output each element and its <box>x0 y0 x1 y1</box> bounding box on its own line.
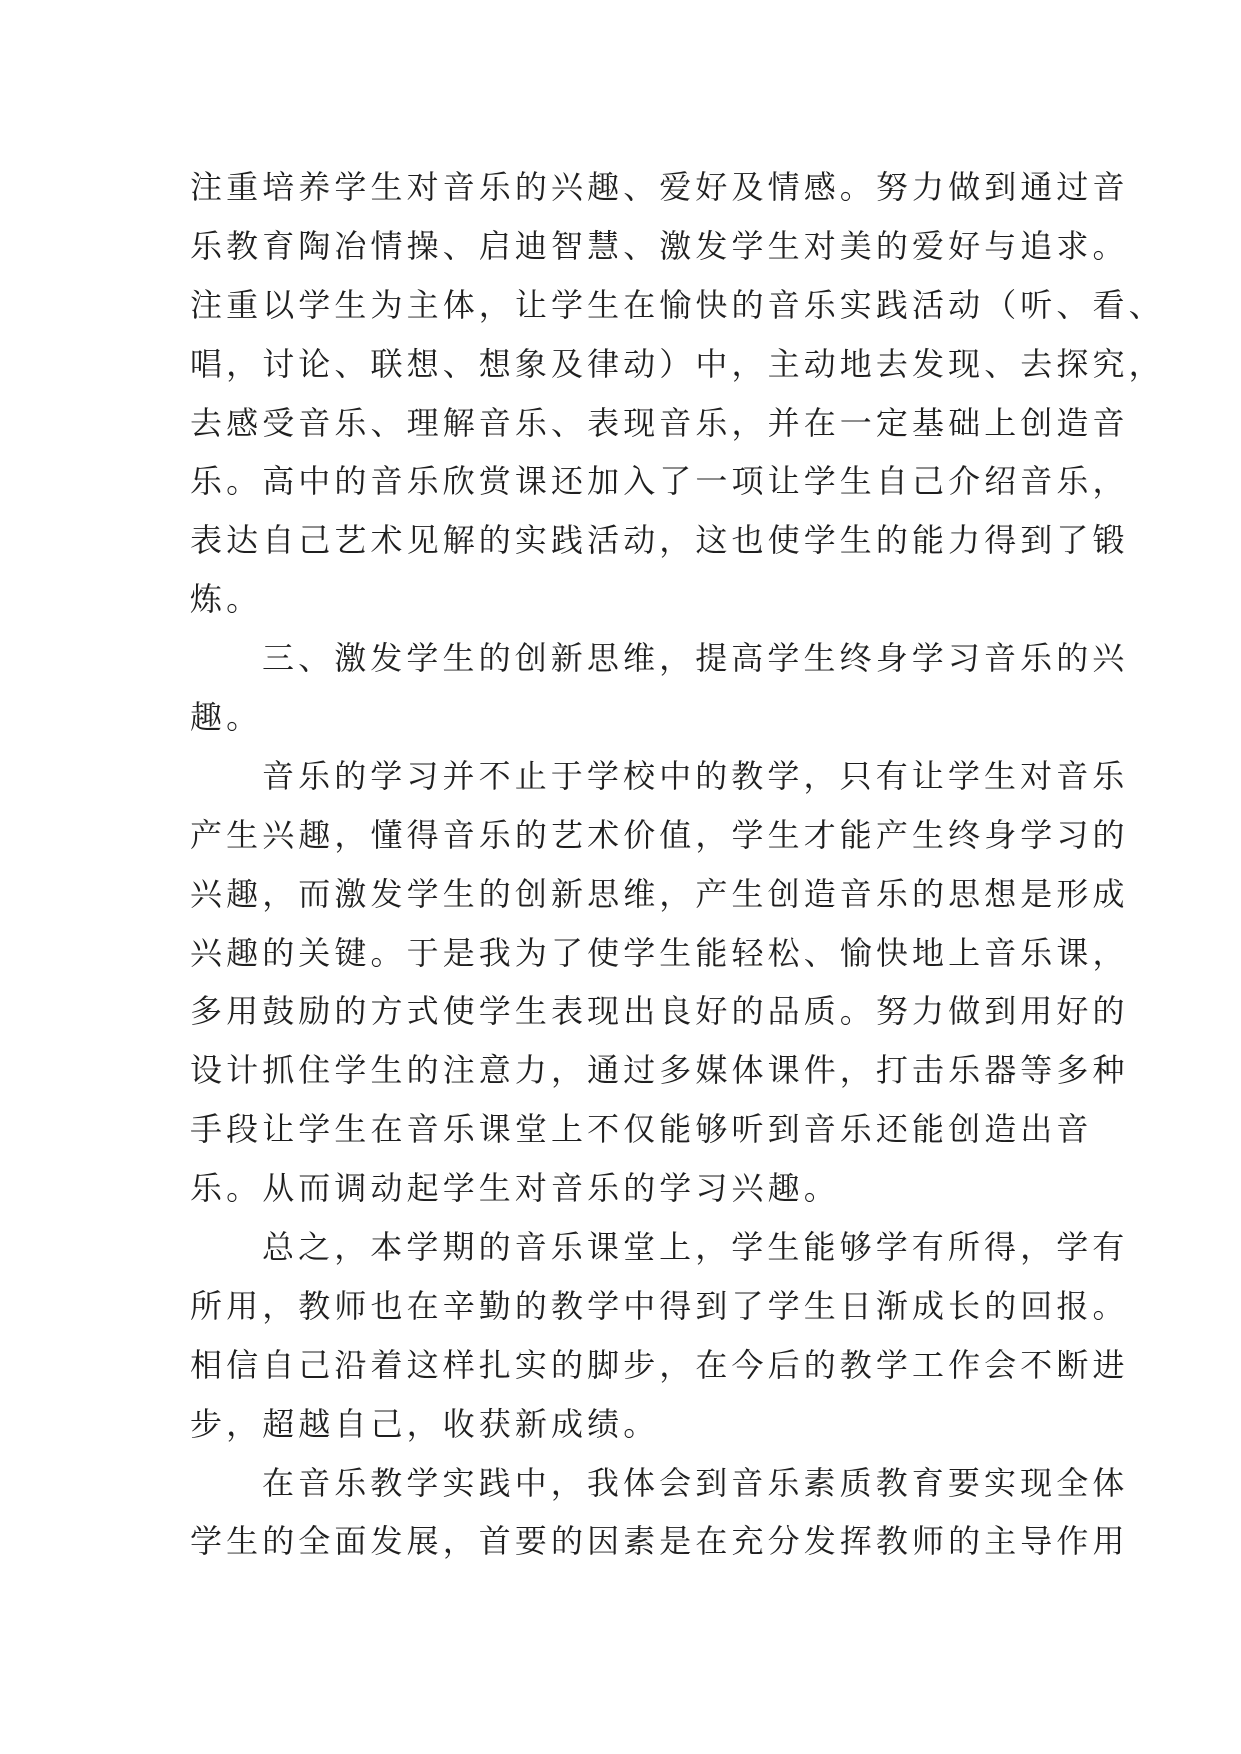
text-line: 设计抓住学生的注意力，通过多媒体课件，打击乐器等多种 <box>190 1051 1129 1090</box>
text-line: 手段让学生在音乐课堂上不仅能够听到音乐还能创造出音 <box>190 1110 1093 1149</box>
text-line: 在音乐教学实践中，我体会到音乐素质教育要实现全体 <box>262 1463 1129 1502</box>
text-line: 注重以学生为主体，让学生在愉快的音乐实践活动（听、看、 <box>190 285 1165 324</box>
text-line: 唱，讨论、联想、想象及律动）中，主动地去发现、去探究， <box>190 344 1165 383</box>
text-line: 表达自己艺术见解的实践活动，这也使学生的能力得到了锻 <box>190 521 1129 560</box>
section-heading-line: 趣。 <box>190 698 263 737</box>
text-line: 产生兴趣，懂得音乐的艺术价值，学生才能产生终身学习的 <box>190 815 1129 854</box>
text-line: 注重培养学生对音乐的兴趣、爱好及情感。努力做到通过音 <box>190 168 1129 206</box>
text-line: 乐。从而调动起学生对音乐的学习兴趣。 <box>190 1169 840 1208</box>
text-line: 相信自己沿着这样扎实的脚步，在今后的教学工作会不断进 <box>190 1345 1129 1384</box>
text-line: 音乐的学习并不止于学校中的教学，只有让学生对音乐 <box>262 756 1129 795</box>
text-line: 兴趣，而激发学生的创新思维，产生创造音乐的思想是形成 <box>190 874 1129 913</box>
text-line: 学生的全面发展，首要的因素是在充分发挥教师的主导作用 <box>190 1522 1129 1561</box>
text-line: 兴趣的关键。于是我为了使学生能轻松、愉快地上音乐课， <box>190 933 1129 972</box>
text-line: 总之，本学期的音乐课堂上，学生能够学有所得，学有 <box>262 1228 1129 1267</box>
text-line: 乐教育陶冶情操、启迪智慧、激发学生对美的爱好与追求。 <box>190 226 1129 265</box>
text-line: 步，超越自己，收获新成绩。 <box>190 1404 660 1443</box>
text-line: 所用，教师也在辛勤的教学中得到了学生日渐成长的回报。 <box>190 1286 1129 1325</box>
text-line: 乐。高中的音乐欣赏课还加入了一项让学生自己介绍音乐， <box>190 462 1129 501</box>
text-line: 炼。 <box>190 580 263 619</box>
document-body <box>190 158 1165 1571</box>
text-line: 去感受音乐、理解音乐、表现音乐，并在一定基础上创造音 <box>190 403 1129 442</box>
text-line: 多用鼓励的方式使学生表现出良好的品质。努力做到用好的 <box>190 992 1129 1031</box>
section-heading-line: 三、激发学生的创新思维，提高学生终身学习音乐的兴 <box>262 639 1129 678</box>
